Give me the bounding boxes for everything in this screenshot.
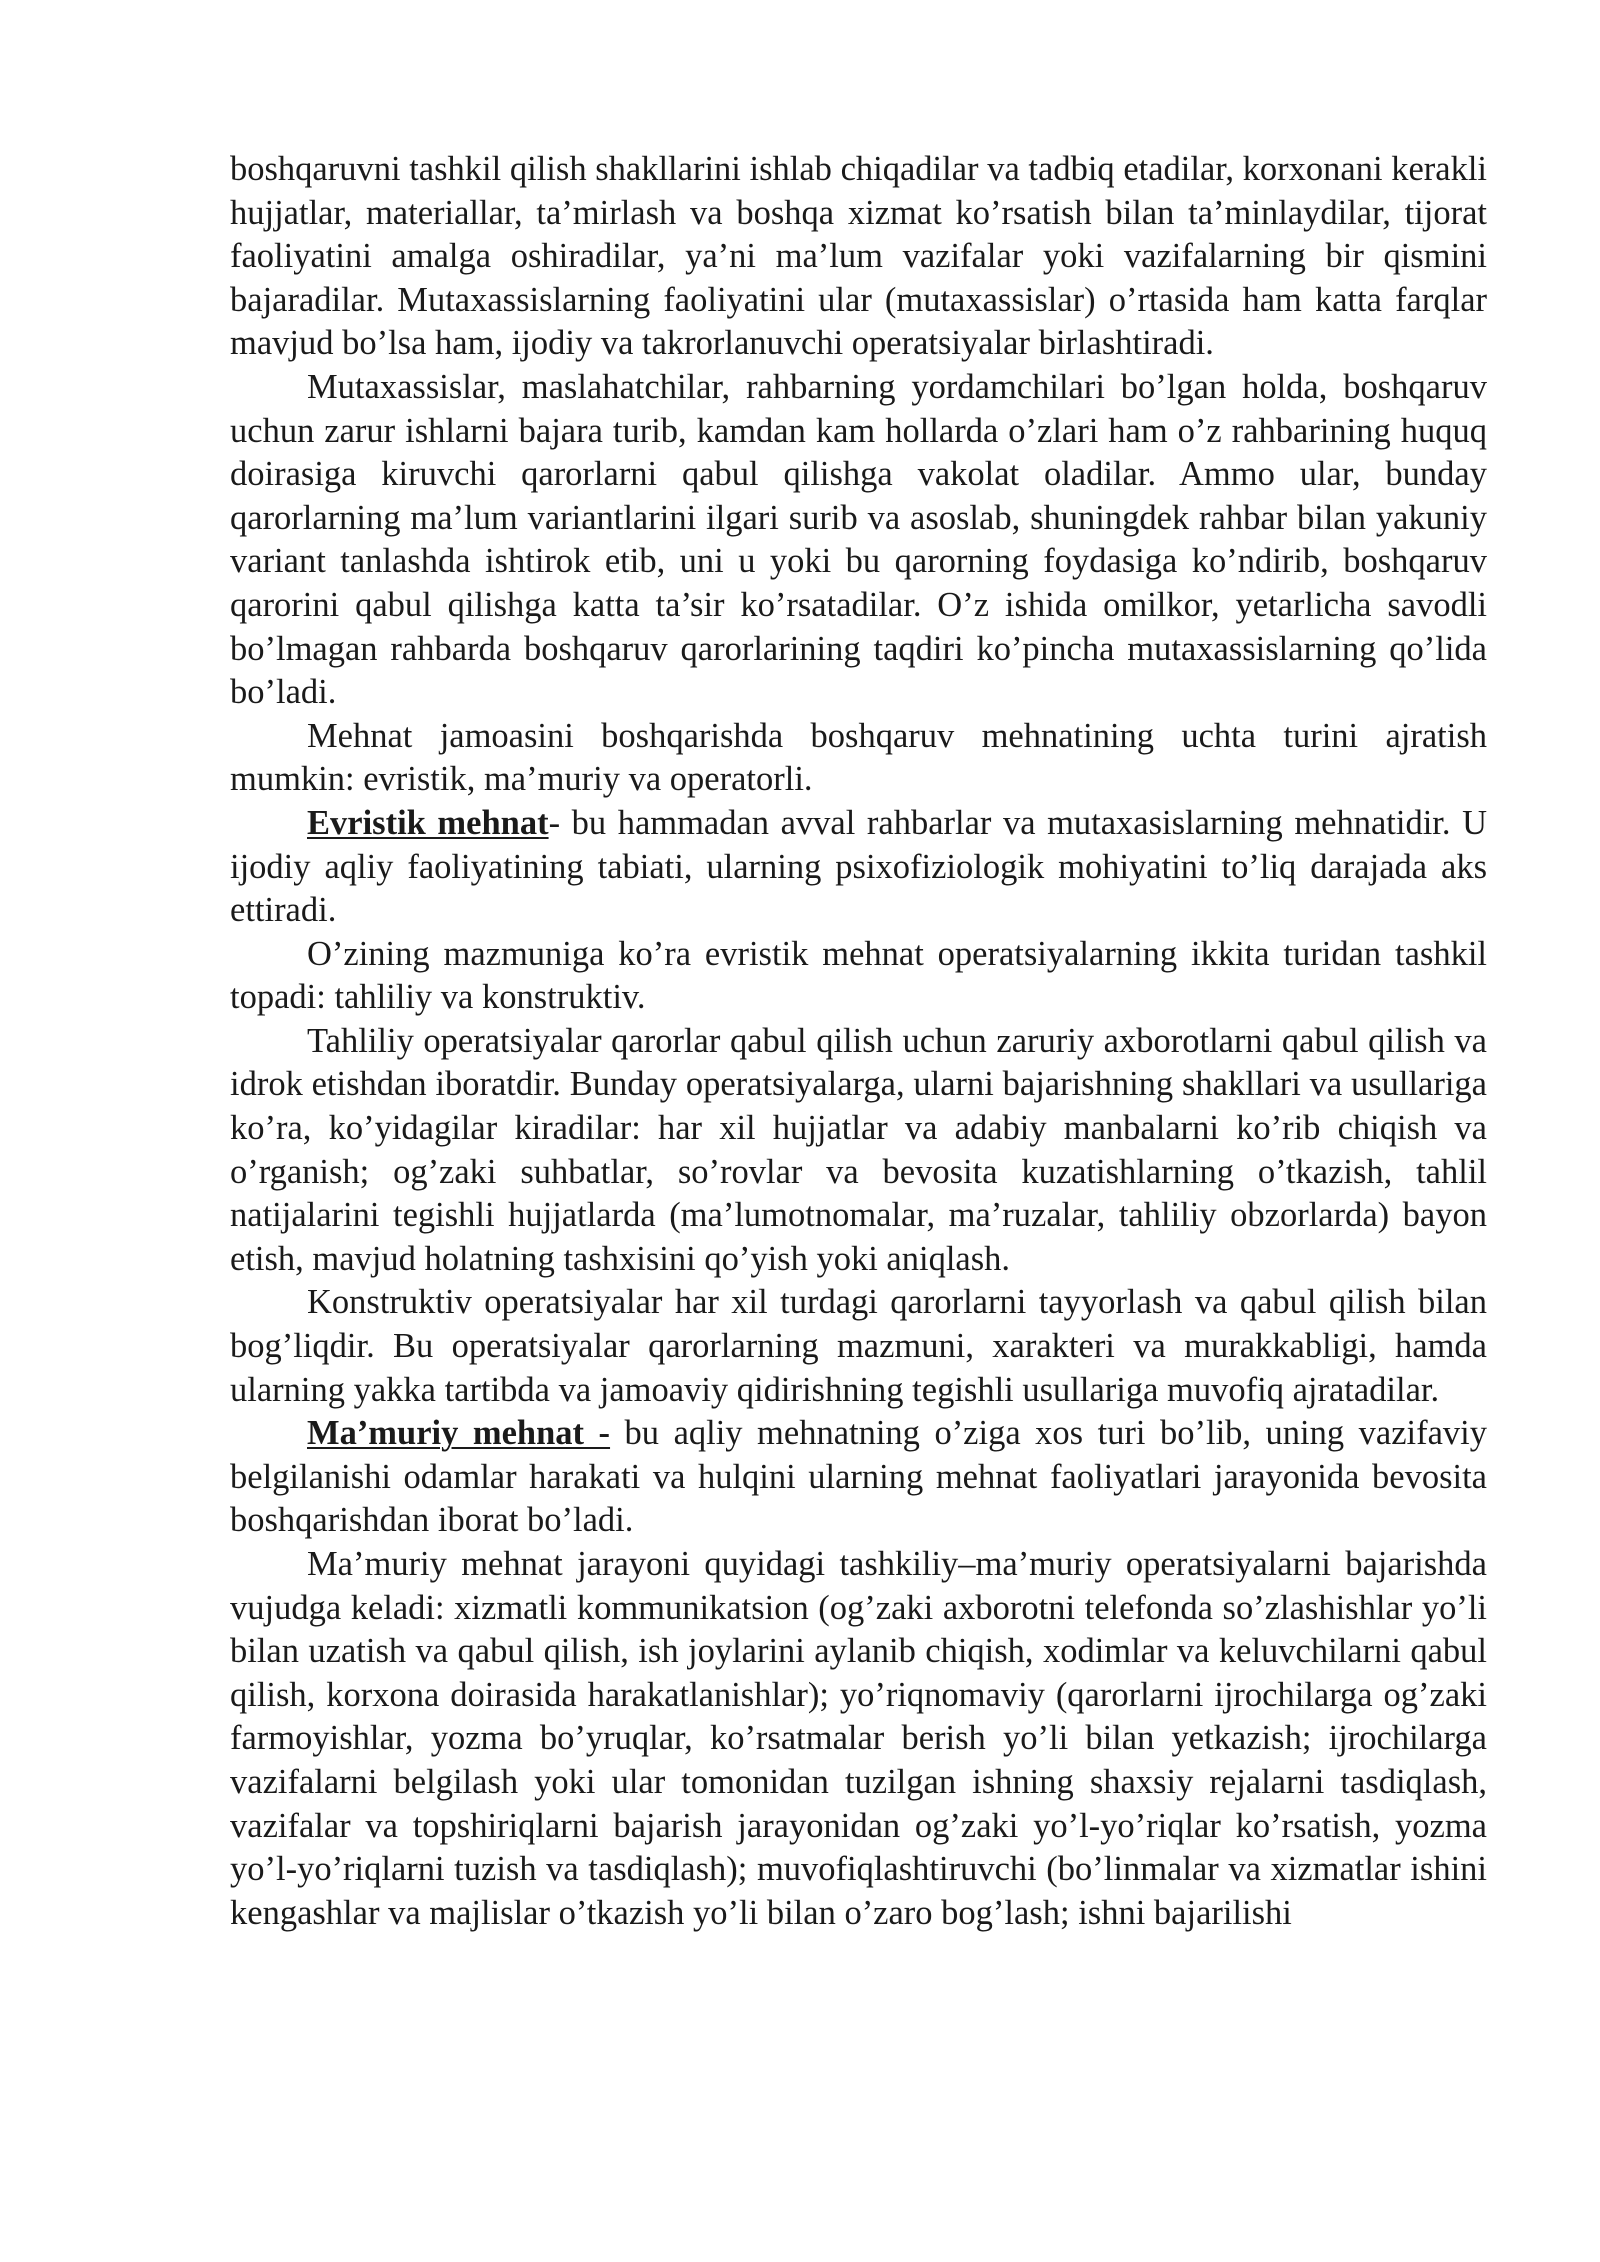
- paragraph-9: [230, 1543, 1487, 1935]
- paragraph-text: Mehnat jamoasini boshqarishda boshqaruv mehnatining uchta turini ajratish mumkin: evristik, ma’muriy va operatorli.: [230, 716, 1487, 799]
- paragraph-text: Mutaxassislar, maslahatchilar, rahbarning yordamchilari bo’lgan holda, boshqaruv uchun zarur ishlarni bajara turib, kamdan kam hollarda o’zlari ham o’z rahbarining huquq doirasiga kiruvchi qarorlarni qabul qilishga vakolat oladilar. Ammo ular, bunday qarorlarning ma’lum variantlarini ilgari surib va asoslab, shuningdek rahbar bilan yakuniy variant tanlashda ishtirok etib, uni u yoki bu qarorning foydasiga ko’ndirib, boshqaruv qarorini qabul qilishga katta ta’sir ko’rsatadilar. O’z ishida omilkor, yetarlicha savodli bo’lmagan rahbarda boshqaruv qarorlarining taqdiri ko’pincha mutaxassislarning qo’lida bo’ladi.: [230, 367, 1487, 712]
- term-evristik-mehnat: Evristik mehnat: [307, 803, 549, 842]
- paragraph-6: [230, 1020, 1487, 1282]
- paragraph-text: Ma’muriy mehnat jarayoni quyidagi tashkiliy–ma’muriy operatsiyalarni bajarishda vujudga keladi: xizmatli kommunikatsion (og’zaki axborotni telefonda so’zlashishlar yo’li bilan uzatish va qabul qilish, ish joylarini aylanib chiqish, xodimlar va keluvchilarni qabul qilish, korxona doirasida harakatlanishlar); yo’riqnomaviy (qarorlarni ijrochilarga og’zaki farmoyishlar, yozma bo’yruqlar, ko’rsatmalar berish yo’li bilan yetkazish; ijrochilarga vazifalarni belgilash yoki ular tomonidan tuzilgan ishning shaxsiy rejalarni tasdiqlash, vazifalar va topshiriqlarni bajarish jarayonidan og’zaki yo’l-yo’riqlar ko’rsatish, yozma yo’l-yo’riqlarni tuzish va tasdiqlash); muvofiqlashtiruvchi (bo’linmalar va xizmatlar ishini kengashlar va majlislar o’tkazish yo’li bilan o’zaro bog’lash; ishni bajarilishi: [230, 1545, 1487, 1932]
- paragraph-3: [230, 715, 1487, 802]
- paragraph-text: O’zining mazmuniga ko’ra evristik mehnat operatsiyalarning ikkita turidan tashkil topadi: tahliliy va konstruktiv.: [230, 934, 1487, 1017]
- document-page: [230, 148, 1487, 1935]
- paragraph-8: [230, 1412, 1487, 1543]
- paragraph-text: Tahliliy operatsiyalar qarorlar qabul qilish uchun zaruriy axborotlarni qabul qilish va idrok etishdan iboratdir. Bunday operatsiyalarga, ularni bajarishning shakllari va usullariga ko’ra, ko’yidagilar kiradilar: har xil hujjatlar va adabiy manbalarni ko’rib chiqish va o’rganish; og’zaki suhbatlar, so’rovlar va bevosita kuzatishlarning o’tkazish, tahlil natijalarini tegishli hujjatlarda (ma’lumotnomalar, ma’ruzalar, tahliliy obzorlarda) bayon etish, mavjud holatning tashxisini qo’yish yoki aniqlash.: [230, 1021, 1487, 1278]
- paragraph-5: [230, 933, 1487, 1020]
- paragraph-text: - bu hammadan avval rahbarlar va mutaxasislarning mehnatidir. U ijodiy aqliy faoliyatining tabiati, ularning psixofiziologik mohiyatini to’liq darajada aks ettiradi.: [230, 803, 1487, 930]
- paragraph-text: Konstruktiv operatsiyalar har xil turdagi qarorlarni tayyorlash va qabul qilish bilan bog’liqdir. Bu operatsiyalar qarorlarning mazmuni, xarakteri va murakkabligi, hamda ularning yakka tartibda va jamoaviy qidirishning tegishli usullariga muvofiq ajratadilar.: [230, 1283, 1487, 1409]
- paragraph-text: bu aqliy mehnatning o’ziga xos turi bo’lib, uning vazifaviy belgilanishi odamlar harakati va hulqini ularning mehnat faoliyatlari jarayonida bevosita boshqarishdan iborat bo’ladi.: [230, 1414, 1487, 1540]
- term-mamuriy-mehnat: Ma’muriy mehnat -: [307, 1414, 611, 1453]
- paragraph-text: boshqaruvni tashkil qilish shakllarini ishlab chiqadilar va tadbiq etadilar, korxonani kerakli hujjatlar, materiallar, ta’mirlash va boshqa xizmat ko’rsatish bilan ta’minlaydilar, tijorat faoliyatini amalga oshiradilar, ya’ni ma’lum vazifalar yoki vazifalarning bir qismini bajaradilar. Mutaxassislarning faoliyatini ular (mutaxassislar) o’rtasida ham katta farqlar mavjud bo’lsa ham, ijodiy va takrorlanuvchi operatsiyalar birlashtiradi.: [230, 150, 1487, 363]
- paragraph-2: [230, 366, 1487, 715]
- paragraph-7: [230, 1281, 1487, 1412]
- paragraph-1: [230, 148, 1487, 366]
- paragraph-4: [230, 802, 1487, 933]
